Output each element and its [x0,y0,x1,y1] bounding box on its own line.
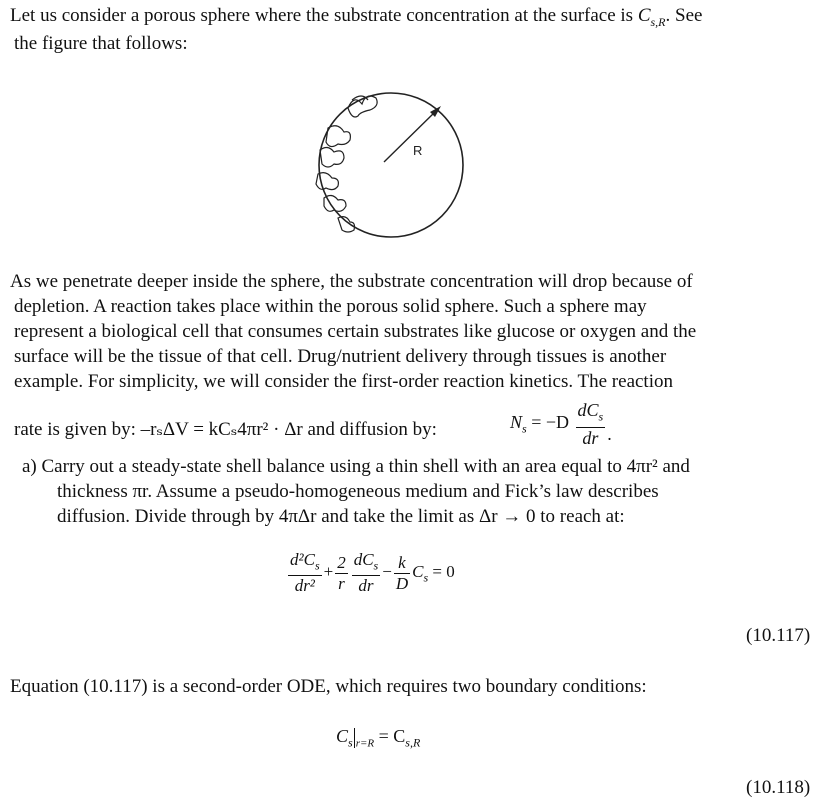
part-a-line-1: a) Carry out a steady-state shell balance using a thin shell with an area equal to 4πr² and [22,456,690,477]
ode-t2-den: r [338,573,345,593]
flux-equals: = −D [531,411,569,432]
pore-outline [320,147,344,167]
porous-sphere-figure [300,80,480,250]
flux-denominator: dr [582,427,599,448]
ode-minus: − [382,562,392,582]
part-a-line-3: diffusion. Divide through by 4πΔr and take the limit as Δr → 0 to reach at: [57,506,625,527]
radius-label: R [413,143,423,158]
ode-t1-num-text: d²C [290,550,315,569]
bc-var: C [336,726,349,746]
intro-line-1 [10,4,702,34]
bc-intro: Equation (10.117) is a second-order ODE, which requires two boundary conditions: [10,676,647,697]
bc-var-sub: s [348,735,353,750]
flux-period: . [607,423,612,444]
surface-concentration-var: C [637,5,651,26]
body-line-1: As we penetrate deeper inside the sphere, the substrate concentration will drop because of [10,271,693,292]
ode-t3-num-sub: s [373,558,379,573]
ode-equals-zero: = 0 [432,562,455,582]
pore-outline [326,126,350,147]
ode-t1-den: dr² [294,576,315,596]
ode-plus: + [323,562,334,582]
equation-number-118: (10.118) [746,777,811,798]
flux-fraction [576,400,606,448]
flux-equation [510,400,612,448]
pore-outline [338,217,355,232]
bc-equals: = C [378,726,406,746]
body-line-3: represent a biological cell that consumes certain substrates like glucose or oxygen and the [14,321,697,342]
flux-numerator [576,400,606,428]
ode-term-2 [335,553,348,594]
flux-num-sub: s [598,409,604,424]
ode-t2-num: 2 [337,552,346,572]
surface-concentration-sub: s,R [650,14,666,29]
intro-line-2: the figure that follows: [14,33,188,54]
sphere-outline [319,93,463,237]
ode-t3-den: dr [358,576,374,596]
ode-t4-num: k [394,553,410,574]
intro-see: . See [665,5,703,26]
ode-t3-num-text: dC [353,550,374,569]
ode-tail-sub: s [423,570,429,585]
ode-tail-var: C [412,562,424,582]
ode-t3-num [352,550,381,576]
ode-term-1 [288,550,322,596]
ode-term-4 [394,553,410,594]
bc-eval-bar [354,728,355,748]
ode-t1-num-sub: s [314,558,320,573]
ode-equation [286,550,455,596]
part-a-line-2: thickness πr. Assume a pseudo-homogeneous medium and Fick’s law describes [57,481,659,502]
flux-symbol: N [510,411,523,432]
flux-num-text: dC [577,400,599,420]
body-line-2: depletion. A reaction takes place within the porous solid sphere. Such a sphere may [14,296,647,317]
equation-number-117: (10.117) [746,625,811,646]
body-line-6: rate is given by: –rₛΔV = kCₛ4πr² · Δr and diffusion by: [14,419,437,440]
boundary-condition [336,726,420,751]
ode-t4-den: D [395,573,409,593]
radius-line [384,110,437,162]
ode-term-3 [352,550,381,596]
body-line-5: example. For simplicity, we will consider the first-order reaction kinetics. The reaction [14,371,673,392]
bc-eval-at: r=R [355,737,375,750]
body-line-4: surface will be the tissue of that cell. Drug/nutrient delivery through tissues is another [14,346,667,367]
intro-text: Let us consider a porous sphere where the substrate concentration at the surface is [10,5,638,26]
ode-t1-num [288,550,322,576]
flux-sub: s [522,421,527,436]
bc-rhs-sub: s,R [405,735,421,750]
